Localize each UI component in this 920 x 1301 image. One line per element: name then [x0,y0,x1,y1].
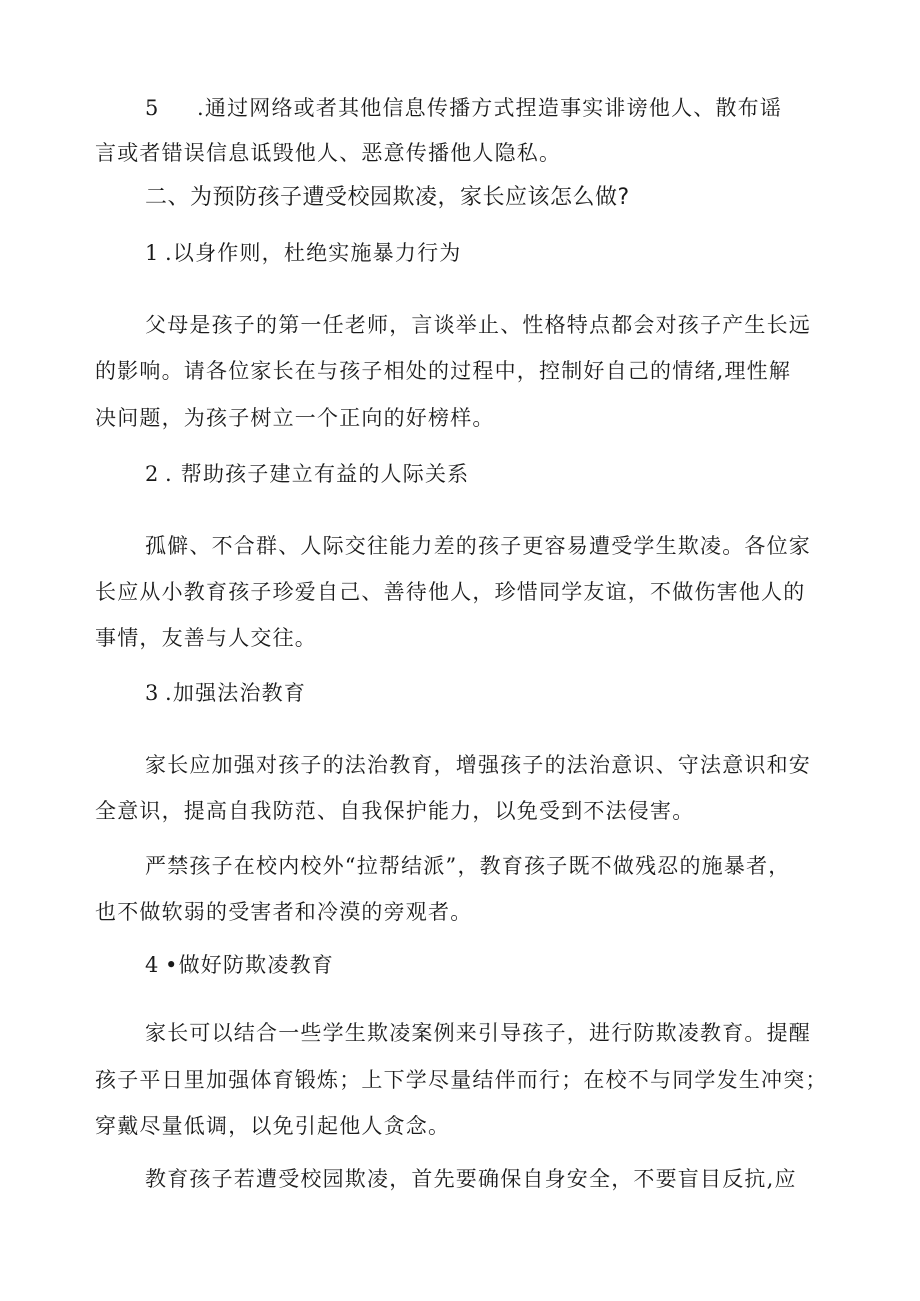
paragraph-line: 长应从小教育孩子珍爱自己、善待他人，珍惜同学友谊，不做伤害他人的 [95,580,806,604]
paragraph-line: 严禁孩子在校内校外“拉帮结派”，教育孩子既不做残忍的施暴者， [145,854,791,878]
list-number: 5 [145,96,160,120]
subheading-text: .以身作则，杜绝实施暴力行为 [165,241,462,265]
subheading-text: . 帮助孩子建立有益的人际关系 [165,462,470,486]
subheading-2 [145,459,469,489]
paragraph-line: 的影响。请各位家长在与孩子相处的过程中，控制好自己的情绪,理性解 [95,359,792,383]
paragraph-line: 也不做软弱的受害者和冷漠的旁观者。 [95,900,473,924]
section-heading: 二、为预防孩子遭受校园欺凌，家长应该怎么做? [145,185,630,210]
paragraph-line: 事情，友善与人交往。 [95,626,317,650]
paragraph-line: 教育孩子若遭受校园欺凌，首先要确保自身安全，不要盲目反抗,应 [145,1167,797,1191]
subheading-4 [145,950,334,980]
list-item-5-line-1 [145,93,782,123]
list-number: 1 [145,241,160,265]
subheading-text: .加强法治教育 [165,681,307,705]
list-number: 4 [145,953,160,977]
subheading-3 [145,678,306,708]
paragraph-line: 孩子平日里加强体育锻炼；上下学尽量结伴而行；在校不与同学发生冲突； [95,1068,828,1092]
paragraph-line: 家长可以结合一些学生欺凌案例来引导孩子，进行防欺凌教育。提醒 [145,1021,811,1045]
subheading-1 [145,238,461,268]
list-number: 2 [145,462,160,486]
list-item-text: .通过网络或者其他信息传播方式捏造事实诽谤他人、散布谣 [197,96,783,120]
paragraph-line: 父母是孩子的第一任老师，言谈举止、性格特点都会对孩子产生长远 [145,313,811,337]
list-number: 3 [145,681,160,705]
paragraph-line: 家长应加强对孩子的法治教育，增强孩子的法治意识、守法意识和安 [145,753,811,777]
paragraph-line: 决问题，为孩子树立一个正向的好榜样。 [95,406,495,430]
paragraph-line: 穿戴尽量低调，以免引起他人贪念。 [95,1114,451,1138]
subheading-text: •做好防欺凌教育 [165,953,334,977]
paragraph-line: 全意识，提高自我防范、自我保护能力，以免受到不法侵害。 [95,799,695,823]
paragraph-line: 孤僻、不合群、人际交往能力差的孩子更容易遭受学生欺凌。各位家 [145,534,811,558]
list-item-5-line-2: 言或者错误信息诋毁他人、恶意传播他人隐私。 [95,141,562,165]
